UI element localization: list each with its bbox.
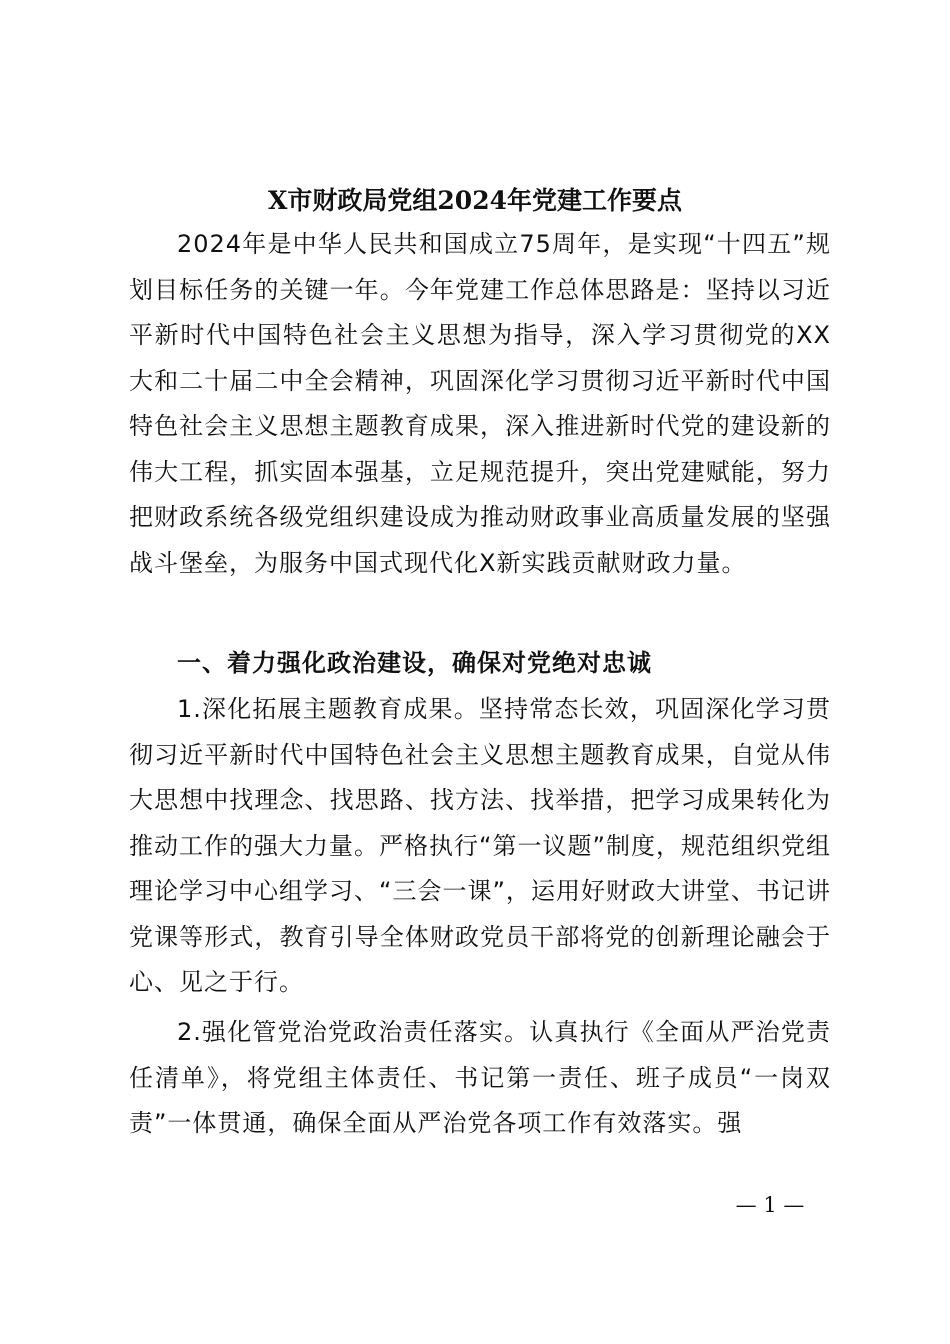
intro-paragraph: 2024年是中华人民共和国成立75周年，是实现“十四五”规划目标任务的关键一年。今年党建工作总体思路是：坚持以习近平新时代中国特色社会主义思想为指导，深入学习贯彻党的XX大和二十届二中全会精神，巩固深化学习贯彻习近平新时代中国特色社会主义思想主题教育成果，深入推进新时代党的建设新的伟大工程，抓实固本强基，立足规范提升，突出党建赋能，努力把财政系统各级党组织建设成为推动财政事业高质量发展的坚强战斗堡垒，为服务中国式现代化X新实践贡献财政力量。 — [129, 230, 831, 577]
section-heading: 一、着力强化政治建设，确保对党绝对忠诚 — [177, 649, 652, 677]
document-title: X市财政局党组2024年党建工作要点 — [268, 186, 682, 215]
page-number: — 1 — — [735, 1193, 805, 1217]
item-paragraph-2: 2.强化管党治党政治责任落实。认真执行《全面从严治党责任清单》，将党组主体责任、书记第一责任、班子成员“一岗双责”一体贯通，确保全面从严治党各项工作有效落实。强 — [129, 1018, 831, 1137]
item-paragraph-1: 1.深化拓展主题教育成果。坚持常态长效，巩固深化学习贯彻习近平新时代中国特色社会主义思想主题教育成果，自觉从伟大思想中找理念、找思路、找方法、找举措，把学习成果转化为推动工作的强大力量。严格执行“第一议题”制度，规范组织党组理论学习中心组学习、“三会一课”，运用好财政大讲堂、书记讲党课等形式，教育引导全体财政党员干部将党的创新理论融会于心、见之于行。 — [129, 695, 831, 996]
